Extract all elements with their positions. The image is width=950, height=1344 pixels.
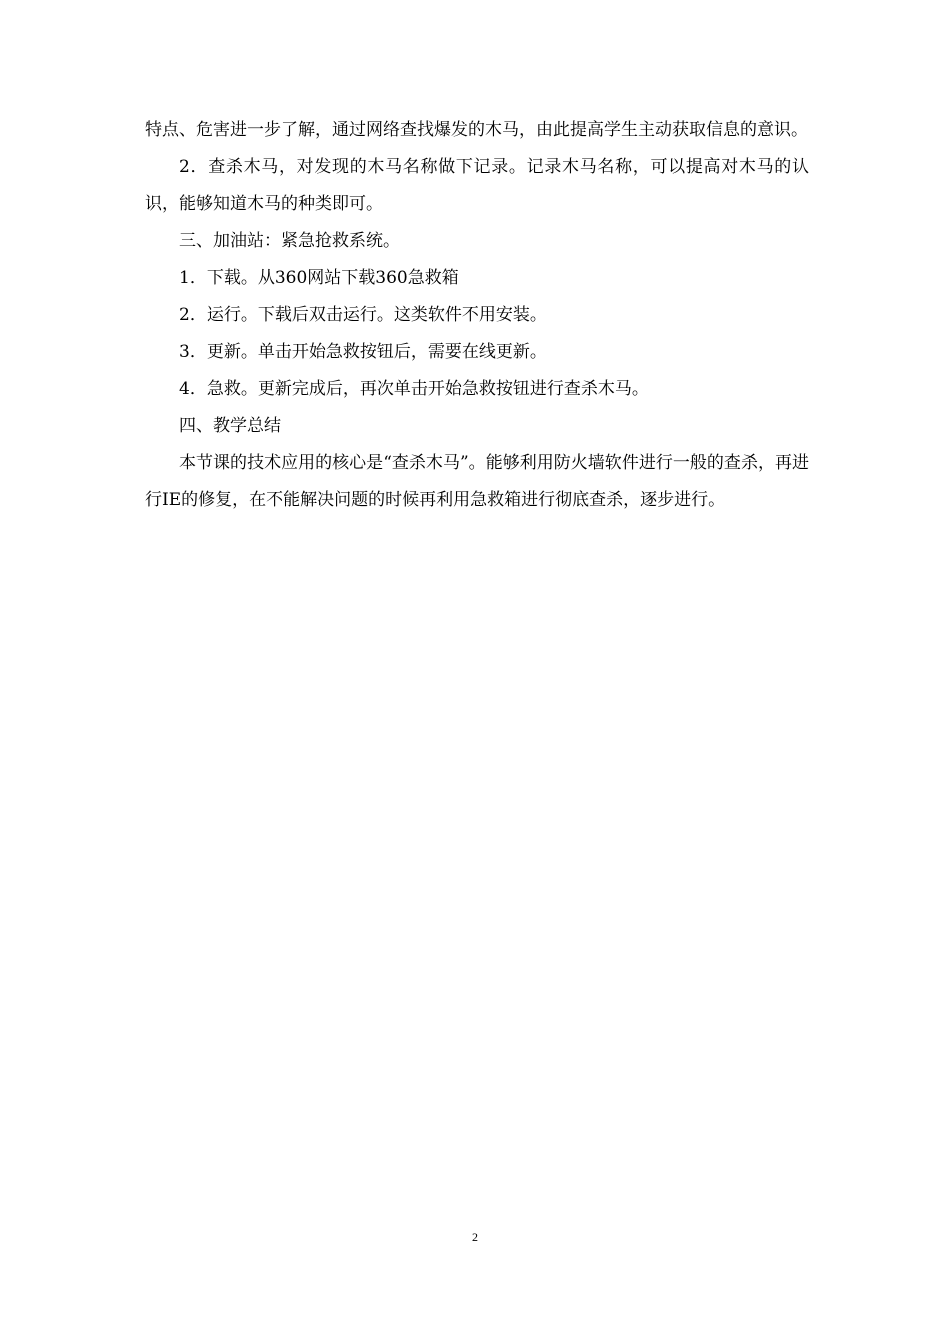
list-item-update: 3．更新。单击开始急救按钮后，需要在线更新。 bbox=[179, 342, 547, 362]
section-heading-teaching-summary: 四、教学总结 bbox=[179, 416, 281, 436]
paragraph-continuation: 特点、危害进一步了解，通过网络查找爆发的木马，由此提高学生主动获取信息的意识。 bbox=[145, 120, 808, 140]
list-item-download: 1．下载。从360网站下载360急救箱 bbox=[179, 268, 459, 288]
page-body bbox=[145, 112, 809, 519]
section-heading-emergency-rescue: 三、加油站：紧急抢救系统。 bbox=[179, 231, 400, 251]
list-item-rescue: 4．急救。更新完成后，再次单击开始急救按钮进行查杀木马。 bbox=[179, 379, 649, 399]
paragraph-step-2-scan-trojans: 2．查杀木马，对发现的木马名称做下记录。记录木马名称，可以提高对木马的认识，能够知道木马的种类即可。 bbox=[145, 157, 809, 214]
page-number: 2 bbox=[472, 1230, 478, 1244]
paragraph-summary: 本节课的技术应用的核心是“查杀木马”。能够利用防火墙软件进行一般的查杀，再进行IE的修复，在不能解决问题的时候再利用急救箱进行彻底查杀，逐步进行。 bbox=[145, 453, 809, 510]
list-item-run: 2．运行。下载后双击运行。这类软件不用安装。 bbox=[179, 305, 547, 325]
